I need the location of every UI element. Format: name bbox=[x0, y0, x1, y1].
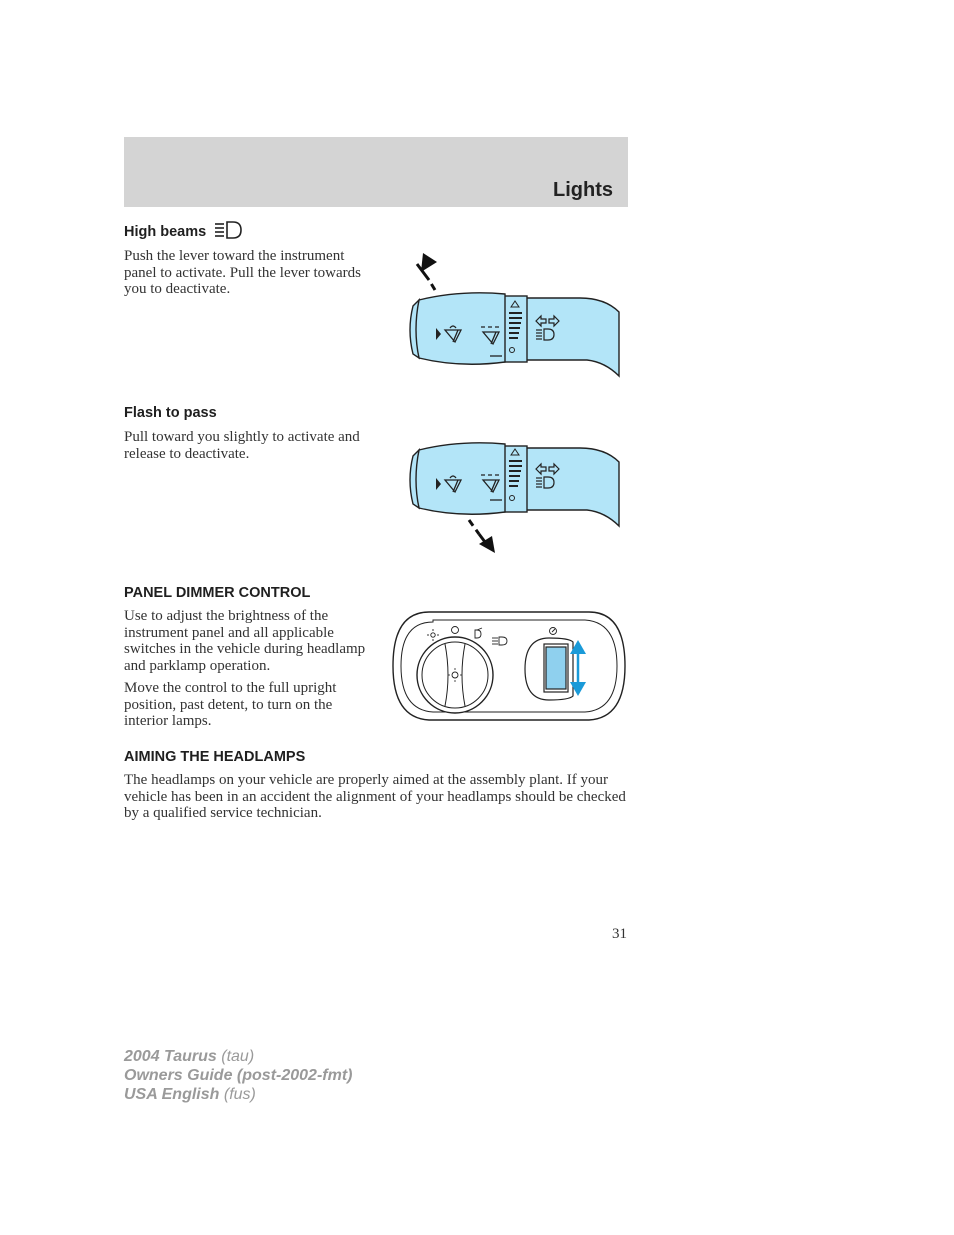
high-beams-lever-illustration bbox=[405, 250, 625, 380]
panel-dimmer-text-2: Move the control to the full upright position, past detent, to turn on the interior lamps. bbox=[124, 680, 337, 729]
high-beams-heading bbox=[124, 221, 242, 240]
panel-dimmer-heading: PANEL DIMMER CONTROL bbox=[124, 585, 311, 601]
headlamp-knob-icon bbox=[417, 637, 493, 713]
section-header bbox=[124, 137, 628, 207]
page-number: 31 bbox=[612, 926, 627, 942]
dimmer-thumbwheel-icon bbox=[544, 644, 568, 692]
section-title: Lights bbox=[553, 179, 613, 201]
footer-model: 2004 Taurus bbox=[124, 1048, 217, 1065]
flash-to-pass-text: Pull toward you slightly to activate and release to deactivate. bbox=[124, 429, 360, 462]
aiming-text: The headlamps on your vehicle are properly aimed at the assembly plant. If your vehicle has been in an accident the alignment of your headlamps should be checked by a qualified service technician. bbox=[124, 772, 626, 821]
footer-language: USA English bbox=[124, 1086, 220, 1103]
high-beams-heading-text: High beams bbox=[124, 224, 207, 240]
footer-guide: Owners Guide (post-2002-fmt) bbox=[124, 1067, 353, 1084]
document-footer bbox=[124, 1047, 352, 1104]
footer-line-1 bbox=[124, 1047, 352, 1066]
panel-dimmer-illustration bbox=[389, 608, 629, 726]
flash-to-pass-lever-illustration bbox=[405, 440, 625, 560]
high-beams-text: Push the lever toward the instrument panel to activate. Pull the lever towards you to deactivate. bbox=[124, 248, 362, 297]
dashed-arrow-icon bbox=[417, 253, 437, 290]
high-beam-icon bbox=[214, 221, 242, 239]
dashed-arrow-icon bbox=[469, 520, 495, 553]
aiming-heading: AIMING THE HEADLAMPS bbox=[124, 749, 306, 765]
footer-language-code: (fus) bbox=[223, 1086, 256, 1103]
panel-dimmer-text-1: Use to adjust the brightness of the instrument panel and all applicable switches in the vehicle during headlamp and parklamp operation. bbox=[124, 608, 366, 674]
footer-line-3 bbox=[124, 1085, 352, 1104]
flash-to-pass-heading: Flash to pass bbox=[124, 405, 217, 421]
footer-model-code: (tau) bbox=[221, 1048, 255, 1065]
footer-line-2 bbox=[124, 1066, 352, 1085]
